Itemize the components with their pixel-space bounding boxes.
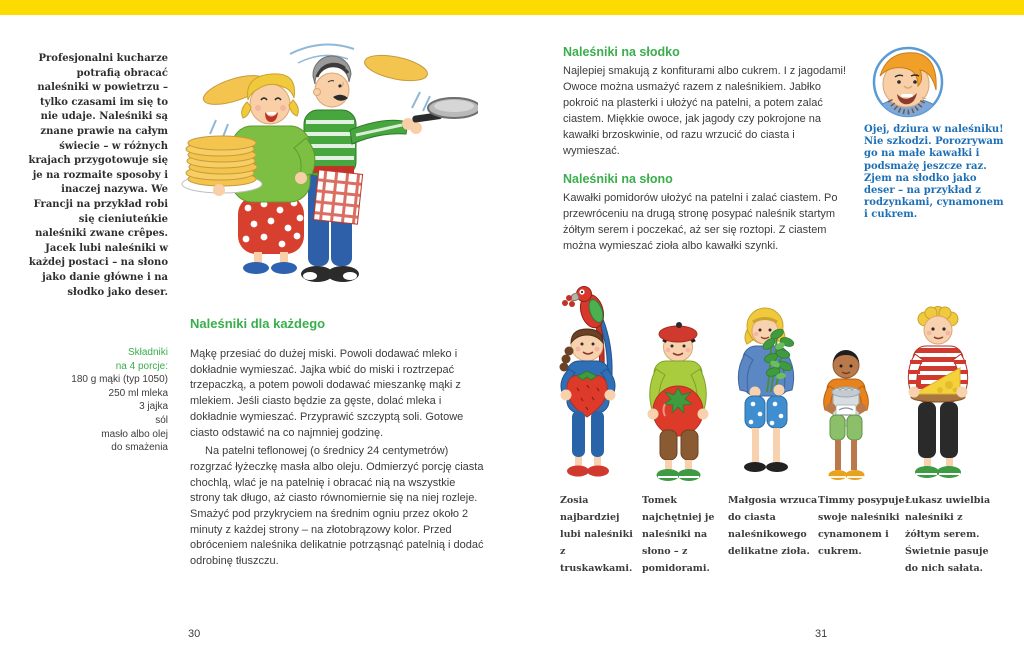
orange-sneaker (846, 470, 865, 480)
caption-malgosia: Małgosia wrzuca do ciasta naleśnikowego delikatne zioła. (728, 495, 818, 557)
pancake-stack (186, 136, 257, 186)
malgosia-illustration (725, 304, 811, 482)
recipe-paragraph-2: Na patelni teflonowej (o średnicy 24 centymetrów) rozgrzać łyżeczkę masła albo oleju. Odmierzyć porcję ciasta chochlą, wlać je na patelnię i obracać nią na wszystkie strony tak długo, aż ciasto równomiernie się na niej rozleje. Smażyć pod przykryciem na średnim ogniu przez około 2 minuty z każdej strony – na złotobrązowy kolor. Przed obróceniem naleśnika delikatnie potrząsnąć patelnią i dodać odrobinę tłuszczu. (190, 445, 484, 568)
ingredients-title (24, 346, 168, 373)
ingredient-item: sól (155, 414, 168, 426)
ingredients-title-line1: Składniki (127, 347, 168, 358)
black-shoe (744, 462, 766, 472)
red-shoe (567, 466, 589, 477)
caption-lukasz: Łukasz uwielbia naleśniki z żółtym serem. Świetnie pasuje do nich sałata. (905, 495, 991, 574)
green-sneaker (678, 469, 701, 481)
page-number-left: 30 (188, 628, 201, 640)
ingredient-item: masło albo olej (101, 428, 168, 440)
ingredients-title-line2: na 4 porcje: (115, 360, 168, 372)
tomato (653, 386, 703, 436)
green-sneaker (937, 466, 961, 478)
recipe-paragraph-1: Mąkę przesiać do dużej miski. Powoli dodawać mleko i dokładnie wymieszać. Jajka wbić do miski i roztrzepać trzepaczką, a potem powoli dodawać mieszankę mąki z mlekiem. Jeśli ciasto będzie za gęste, dolać mleka i dokładnie wymieszać. Przyprawić szczyptą soli. Gotowe ciasto odstawić na co najmniej godzinę. (190, 348, 464, 439)
timmy-illustration (814, 342, 880, 484)
red-shoe (587, 466, 609, 477)
cooks-illustration (170, 36, 478, 308)
flying-pancake (362, 51, 429, 86)
jacek-portrait-illustration (860, 42, 960, 122)
right-page-sections (563, 45, 852, 254)
caption-zosia: Zosia najbardziej lubi naleśniki z truskawkami. (560, 495, 633, 574)
motion-arc (290, 45, 354, 54)
tomek-illustration (638, 318, 720, 486)
ingredients-block (24, 346, 168, 455)
green-sneaker (915, 466, 939, 478)
black-shoe (766, 462, 788, 472)
recipe-heading: Naleśniki dla każdego (190, 316, 326, 331)
lukasz-illustration (896, 306, 982, 482)
ingredient-item: 180 g mąki (typ 1050) (71, 374, 168, 386)
woman-cook (182, 74, 315, 274)
section-savory-body: Kawałki pomidorów ułożyć na patelni i zalać ciastem. Po przewróceniu na drugą stronę posypać naleśnik startym żółtym serem i poczekać, aż ser się roztopi. Z ciastem można wymieszać zioła albo kawałki szynki. (563, 192, 838, 252)
intro-text: Profesjonalni kucharze potrafią obracać naleśniki w powietrzu – tylko czasami im się to nie udaje. Naleśniki są znane prawie na całym świecie – w różnych krajach przygotowuje się je na rozmaite sposoby i inaczej nazywa. We Francji na przykład robi się cieniuteńkie naleśniki zwane crêpes. Jacek lubi naleśniki w każdej postaci – na słono jako danie główne i na słodko jako deser. (28, 53, 168, 298)
ingredient-item: 250 ml mleka (108, 387, 168, 399)
page-number-right: 31 (815, 628, 828, 640)
section-sweet (563, 45, 852, 159)
top-accent-bar (0, 0, 1024, 15)
polka-dot-shorts (745, 396, 787, 428)
zosia-illustration (547, 283, 639, 483)
recipe-body (190, 347, 486, 570)
jacek-speech-text: Ojej, dziura w naleśniku! Nie szkodzi. Porozrywam go na małe kawałki i podsmażę jeszcze raz. Zjem na słodko jako deser – na przykład z rodzynkami, cynamonem i cukrem. (864, 124, 1004, 221)
green-sneaker (657, 469, 680, 481)
section-sweet-heading: Naleśniki na słodko (563, 45, 680, 59)
man-cook (301, 56, 478, 282)
orange-sneaker (829, 470, 848, 480)
red-beret (659, 326, 697, 342)
ingredient-item: do smażenia (111, 442, 168, 454)
caption-timmy: Timmy posypuje swoje naleśniki cynamonem i cukrem. (818, 495, 905, 557)
section-savory-heading: Naleśniki na słono (563, 172, 673, 186)
caption-tomek: Tomek najchętniej je naleśniki na słono – z pomidorami. (642, 495, 715, 574)
ingredient-item: 3 jajka (139, 401, 168, 413)
section-sweet-body: Najlepiej smakują z konfiturami albo cukrem. I z jagodami! Owoce można usmażyć razem z naleśnikiem. Jabłko pokroić na plasterki i ułożyć na patelni, a potem zalać ciastem. Miękkie owoce, jak jagody czy pokrojone na kawałki brzoskwinie, od razu wrzucić do ciasta i wymieszać. (563, 65, 847, 157)
section-savory (563, 172, 852, 254)
motion-lines (210, 120, 228, 137)
